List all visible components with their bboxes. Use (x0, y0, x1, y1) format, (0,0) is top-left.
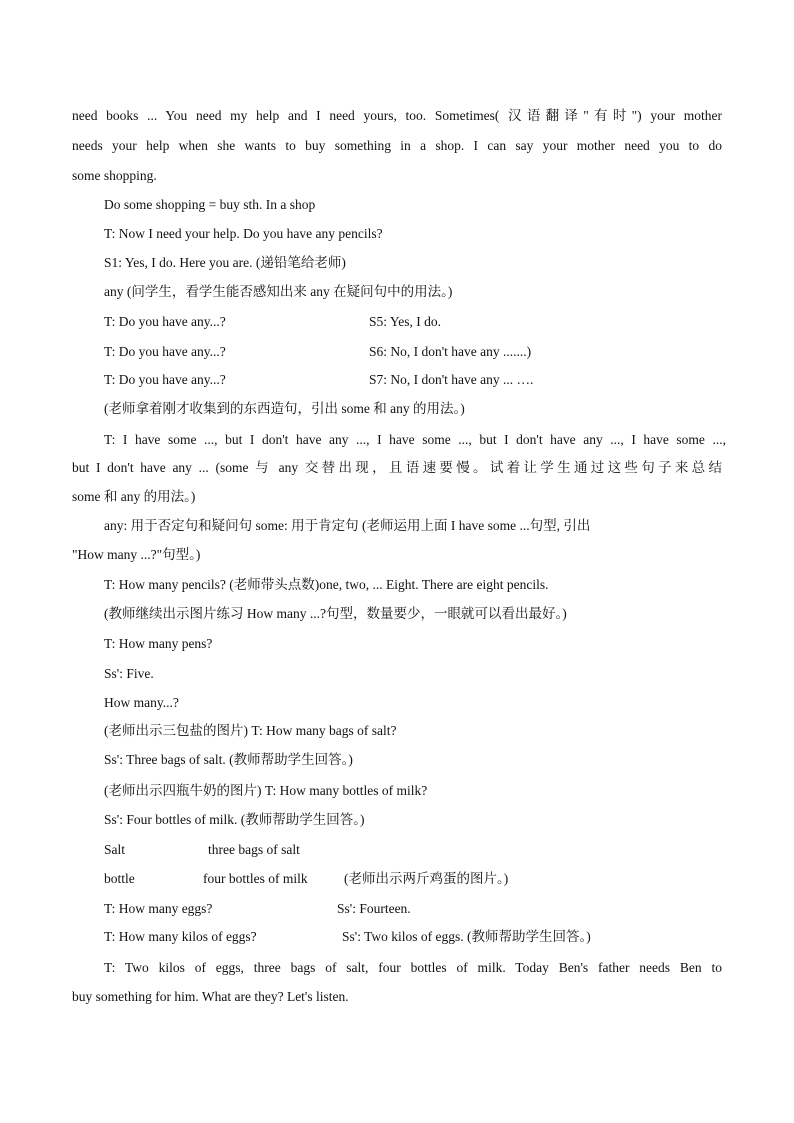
paragraph-line: any (问学生，看学生能否感知出来 any 在疑问句中的用法。) (104, 284, 453, 299)
paragraph-line: Ss': Three bags of salt. (教师帮助学生回答。) (104, 752, 353, 767)
dialogue-answer: Ss': Two kilos of eggs. (教师帮助学生回答。) (342, 929, 591, 944)
dialogue-answer: Ss': Fourteen. (337, 901, 411, 916)
teacher-note: (老师出示两斤鸡蛋的图片。) (344, 871, 509, 886)
paragraph-line: needs your help when she wants to buy something in a shop. I can say your mother need you to do (72, 138, 722, 153)
paragraph-line: T: How many pens? (104, 636, 213, 651)
dialogue-answer: S6: No, I don't have any .......) (369, 344, 532, 359)
paragraph-line: (老师出示四瓶牛奶的图片) T: How many bottles of milk? (104, 783, 428, 798)
paragraph-line: How many...? (104, 695, 179, 710)
vocab-word: Salt (104, 842, 126, 857)
paragraph-line: some shopping. (72, 168, 157, 183)
dialogue-answer: S5: Yes, I do. (369, 314, 442, 329)
paragraph-line: Do some shopping = buy sth. In a shop (104, 197, 316, 212)
paragraph-line: T: Two kilos of eggs, three bags of salt, four bottles of milk. Today Ben's father needs Ben to (104, 960, 722, 975)
paragraph-line: (教师继续出示图片练习 How many ...?句型，数量要少，一眼就可以看出最好。) (104, 606, 567, 621)
dialogue-question: T: Do you have any...? (104, 344, 226, 359)
paragraph-line: S1: Yes, I do. Here you are. (递铅笔给老师) (104, 255, 346, 270)
paragraph-line: but I don't have any ... (some 与 any 交替出现，且语速要慢。试着让学生通过这些句子来总结 (72, 460, 722, 475)
paragraph-line: any: 用于否定句和疑问句 some: 用于肯定句 (老师运用上面 I have some ...句型, 引出 (104, 518, 591, 533)
dialogue-question: T: Do you have any...? (104, 372, 226, 387)
dialogue-answer: S7: No, I don't have any ... …. (369, 372, 534, 387)
vocab-word: bottle (104, 871, 135, 886)
paragraph-line: (老师拿着刚才收集到的东西造句，引出 some 和 any 的用法。) (104, 401, 465, 416)
paragraph-line: T: How many pencils? (老师带头点数)one, two, ... Eight. There are eight pencils. (104, 577, 549, 592)
dialogue-question: T: Do you have any...? (104, 314, 226, 329)
paragraph-line: T: Now I need your help. Do you have any pencils? (104, 226, 383, 241)
paragraph-line: T: I have some ..., but I don't have any ..., I have some ..., but I don't have any ..., I have some ..., (104, 432, 726, 447)
paragraph-line: (老师出示三包盐的图片) T: How many bags of salt? (104, 723, 397, 738)
paragraph-line: Ss': Four bottles of milk. (教师帮助学生回答。) (104, 812, 365, 827)
paragraph-line: buy something for him. What are they? Let's listen. (72, 989, 349, 1004)
paragraph-line: need books ... You need my help and I need yours, too. Sometimes( 汉语翻译"有时") your mother (72, 108, 722, 123)
paragraph-line: some 和 any 的用法。) (72, 489, 196, 504)
dialogue-question: T: How many eggs? (104, 901, 213, 916)
vocab-phrase: four bottles of milk (203, 871, 308, 886)
dialogue-question: T: How many kilos of eggs? (104, 929, 257, 944)
paragraph-line: Ss': Five. (104, 666, 154, 681)
paragraph-line: "How many ...?"句型。) (72, 547, 201, 562)
vocab-phrase: three bags of salt (208, 842, 300, 857)
